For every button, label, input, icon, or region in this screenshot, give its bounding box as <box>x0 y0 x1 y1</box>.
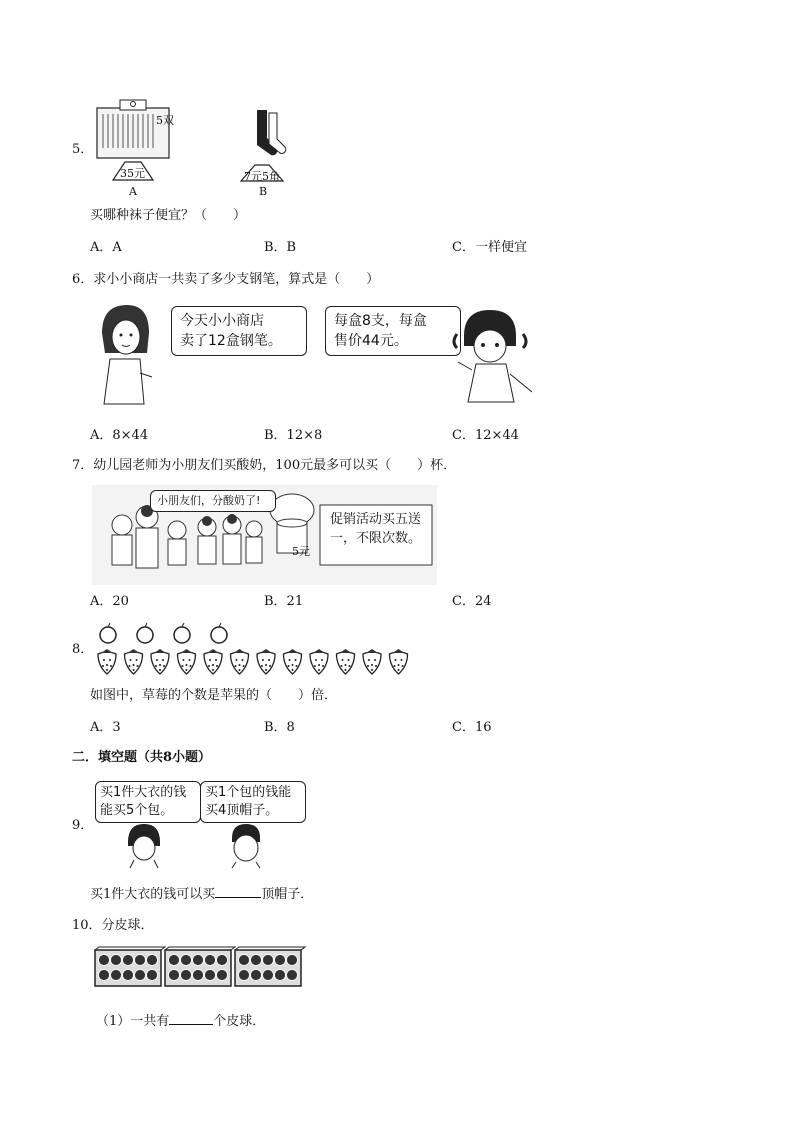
ball-icon <box>181 955 192 966</box>
q5-option-c[interactable]: C．一样便宜 <box>452 240 527 255</box>
label-b: B <box>259 185 268 198</box>
ball-icon <box>111 970 122 981</box>
ball-icon <box>193 955 204 966</box>
ball-box <box>95 947 165 986</box>
q9-speech-left: 买1件大衣的钱 能买5个包。 <box>95 781 201 823</box>
apple-icon <box>211 623 227 643</box>
ball-icon <box>123 955 134 966</box>
ball-icon <box>193 970 204 981</box>
q5-option-b[interactable]: B．B <box>264 240 297 255</box>
q10-stem: 10．分皮球． <box>72 918 154 933</box>
q5-question: 买哪种袜子便宜？（ ） <box>90 208 247 223</box>
ball-icon <box>239 970 250 981</box>
ball-icon <box>123 970 134 981</box>
q9-question-pre: 买1件大衣的钱可以买 <box>90 887 216 902</box>
q10-sub1-pre: （1）一共有 <box>96 1014 170 1029</box>
label-a: A <box>129 185 137 198</box>
q9-question-post: 顶帽子． <box>261 887 314 902</box>
girl-figure-image <box>452 308 542 408</box>
strawberry-icon <box>204 649 222 674</box>
ball-icon <box>147 955 158 966</box>
ball-box <box>235 947 305 986</box>
strawberry-icon <box>390 649 408 674</box>
q6-option-b[interactable]: B．12×8 <box>264 428 323 443</box>
ball-icon <box>275 970 286 981</box>
q9-question <box>90 885 313 903</box>
ball-icon <box>169 955 180 966</box>
strawberry-icon <box>337 649 355 674</box>
ball-icon <box>135 955 146 966</box>
q7-option-a[interactable]: A．20 <box>90 594 129 609</box>
q7-teacher-speech: 小朋友们，分酸奶了! <box>150 490 276 512</box>
q5-option-a[interactable]: A．A <box>90 240 122 255</box>
teacher-figure-image <box>92 303 162 413</box>
q6-option-a[interactable]: A．8×44 <box>90 428 149 443</box>
ball-icon <box>263 955 274 966</box>
q8-option-a[interactable]: A．3 <box>90 720 121 735</box>
q6-speech-right: 每盒8支，每盒 售价44元。 <box>325 306 461 356</box>
q6-option-c[interactable]: C．12×44 <box>452 428 519 443</box>
strawberry-icon <box>98 649 116 674</box>
q7-option-c[interactable]: C．24 <box>452 594 492 609</box>
ball-icon <box>135 970 146 981</box>
strawberry-icon <box>151 649 169 674</box>
price-tag-b: 7元5角 <box>244 170 280 183</box>
q10-sub1 <box>96 1012 265 1030</box>
ball-boxes-figure <box>95 948 305 990</box>
apple-icon <box>100 623 116 643</box>
ball-icon <box>181 970 192 981</box>
ball-icon <box>217 955 228 966</box>
q8-number: 8． <box>72 642 94 657</box>
strawberry-icon <box>310 649 328 674</box>
price-tag-a: 35元 <box>120 167 145 180</box>
ball-icon <box>99 970 110 981</box>
q7-stem: 7．幼儿园老师为小朋友们买酸奶，100元最多可以买（ ）杯． <box>72 458 457 473</box>
strawberry-icon <box>257 649 275 674</box>
q5-number: 5． <box>72 142 94 157</box>
q9-number: 9． <box>72 818 94 833</box>
ball-icon <box>205 970 216 981</box>
q9-answer-blank[interactable] <box>215 885 261 898</box>
strawberry-icon <box>178 649 196 674</box>
ball-box <box>165 947 235 986</box>
q8-option-b[interactable]: B．8 <box>264 720 295 735</box>
ball-icon <box>99 955 110 966</box>
q9-children-image <box>120 822 310 868</box>
apple-icon <box>137 623 153 643</box>
strawberry-icon <box>363 649 381 674</box>
q7-option-b[interactable]: B．21 <box>264 594 304 609</box>
ball-icon <box>111 955 122 966</box>
ball-icon <box>251 955 262 966</box>
sock-pack-a-count: 5双 <box>156 114 174 127</box>
ball-icon <box>205 955 216 966</box>
fruit-figure <box>95 622 415 676</box>
q8-option-c[interactable]: C．16 <box>452 720 492 735</box>
q7-promo-text: 促销活动买五送 一，不限次数。 <box>330 512 422 546</box>
ball-icon <box>147 970 158 981</box>
q9-speech-right: 买1个包的钱能 买4顶帽子。 <box>200 781 306 823</box>
section-2-title: 二．填空题（共8小题） <box>72 750 212 765</box>
ball-icon <box>169 970 180 981</box>
ball-icon <box>287 955 298 966</box>
q10-sub1-post: 个皮球． <box>213 1014 266 1029</box>
strawberry-icon <box>231 649 249 674</box>
strawberry-icon <box>125 649 143 674</box>
q10-answer-blank[interactable] <box>169 1012 213 1025</box>
q8-question: 如图中，草莓的个数是苹果的（ ）倍． <box>90 688 338 703</box>
ball-icon <box>275 955 286 966</box>
ball-icon <box>251 970 262 981</box>
strawberry-icon <box>284 649 302 674</box>
ball-icon <box>263 970 274 981</box>
apple-icon <box>174 623 190 643</box>
ball-icon <box>287 970 298 981</box>
q6-speech-left: 今天小小商店 卖了12盒钢笔。 <box>171 306 307 356</box>
yogurt-price: 5元 <box>292 545 310 558</box>
ball-icon <box>217 970 228 981</box>
q6-stem: 6．求小小商店一共卖了多少支钢笔，算式是（ ） <box>72 272 380 287</box>
ball-icon <box>239 955 250 966</box>
